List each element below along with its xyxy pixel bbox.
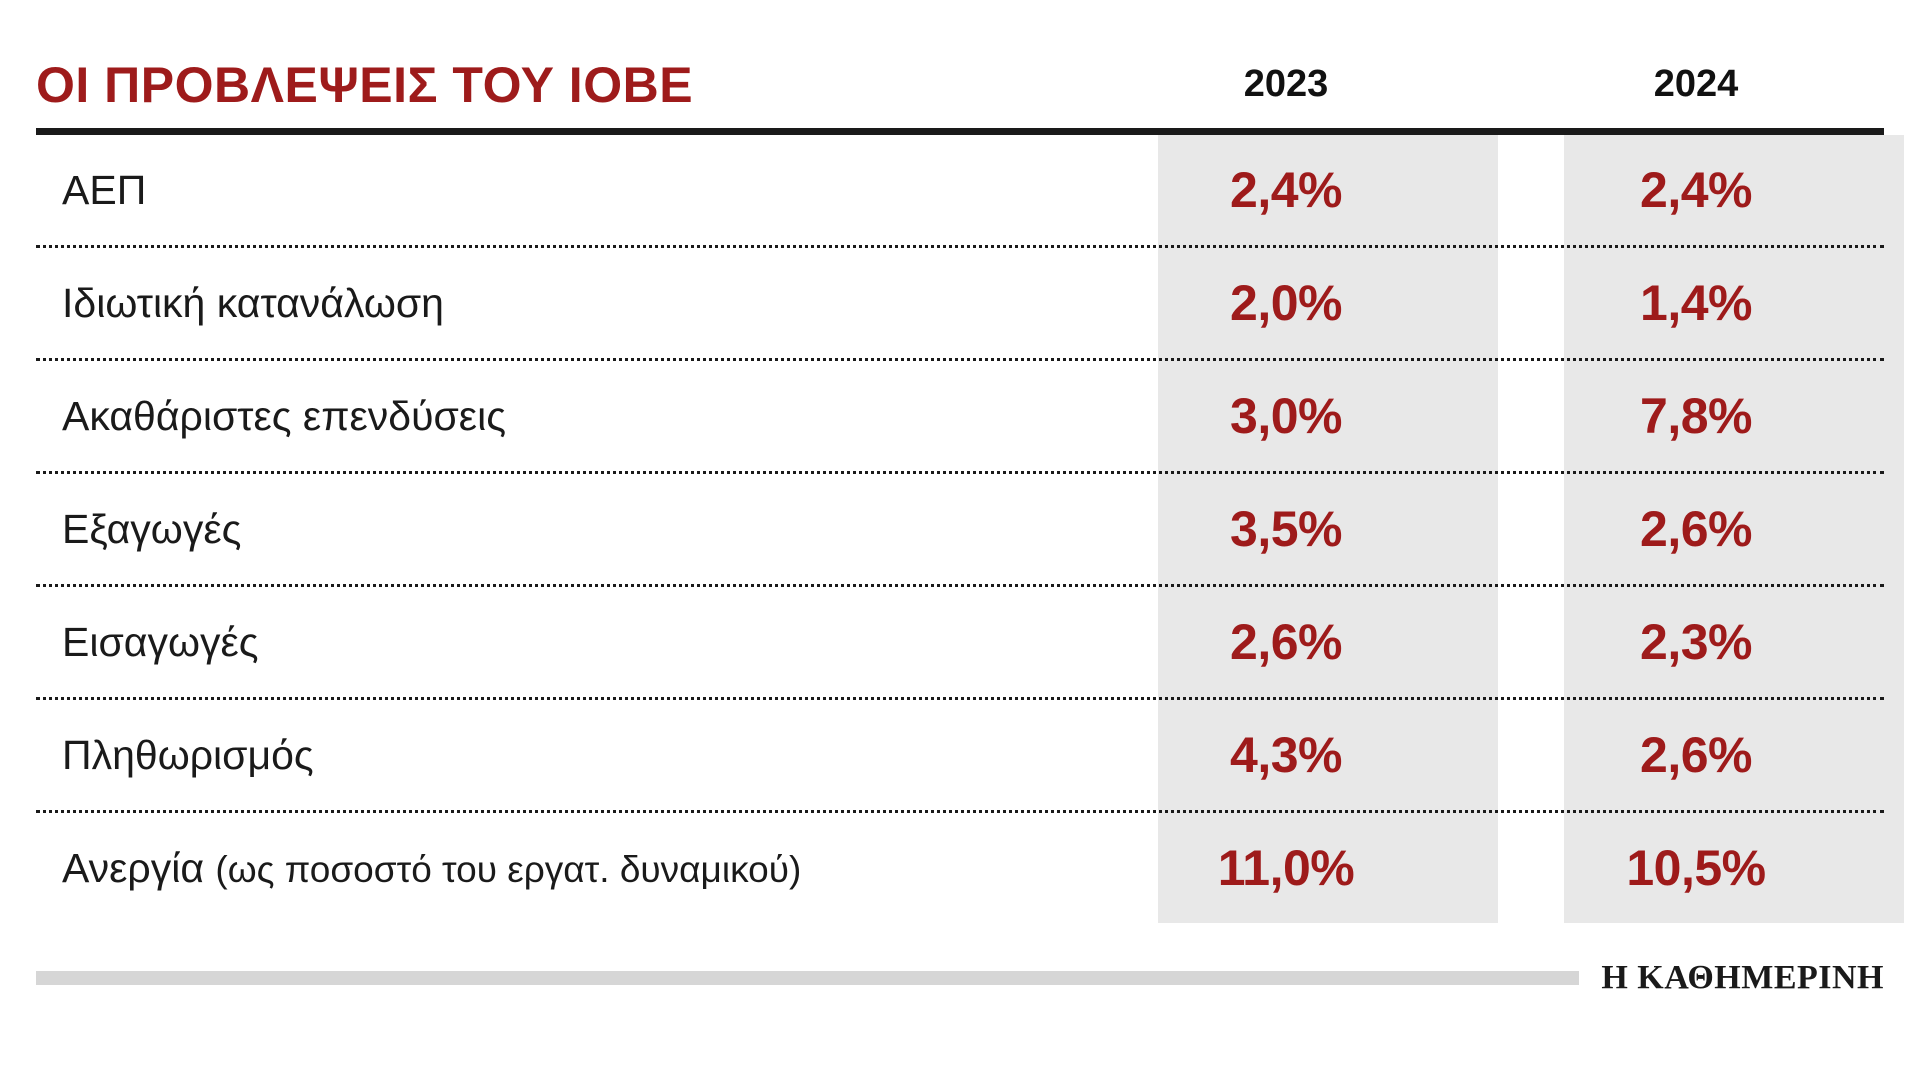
row-label-text: Ανεργία [62,844,216,891]
row-label [36,619,1076,666]
cell-2023: 2,0% [1230,275,1342,331]
row-label-text: Ιδιωτική κατανάλωση [62,279,444,326]
table-row [36,700,1884,813]
row-label [36,845,1076,892]
row-label-sub: (ως ποσοστό του εργατ. δυναμικού) [215,848,802,890]
cell-2024: 2,3% [1640,614,1752,670]
page-title: ΟΙ ΠΡΟΒΛΕΨΕΙΣ ΤΟΥ ΙΟΒΕ [36,57,694,113]
table-body [36,135,1884,923]
footer-rule [36,971,1579,985]
table-row [36,361,1884,474]
cell-2024: 2,6% [1640,727,1752,783]
cell-2023: 3,0% [1230,388,1342,444]
table-row [36,474,1884,587]
row-label [36,732,1076,779]
table-row [36,813,1884,923]
row-label-text: ΑΕΠ [62,166,147,213]
cell-2024: 2,4% [1640,162,1752,218]
header-divider [36,128,1884,135]
table-row [36,135,1884,248]
row-label-text: Ακαθάριστες επενδύσεις [62,392,506,439]
row-label [36,280,1076,327]
row-label-text: Πληθωρισμός [62,731,314,778]
row-label-text: Εισαγωγές [62,618,259,665]
row-label [36,167,1076,214]
publisher-logo: Η ΚΑΘΗΜΕΡΙΝΗ [1601,959,1884,996]
cell-2024: 1,4% [1640,275,1752,331]
footer [36,959,1884,997]
cell-2023: 4,3% [1230,727,1342,783]
table-header [36,20,1884,128]
column-header-2024: 2024 [1653,63,1739,105]
cell-2023: 2,6% [1230,614,1342,670]
cell-2024: 10,5% [1626,840,1766,896]
column-header-2023: 2023 [1243,63,1329,105]
cell-2023: 11,0% [1217,840,1355,896]
cell-2023: 3,5% [1230,501,1342,557]
cell-2024: 2,6% [1640,501,1752,557]
cell-2023: 2,4% [1230,162,1342,218]
table-row [36,248,1884,361]
row-label-text: Εξαγωγές [62,505,242,552]
cell-2024: 7,8% [1640,388,1752,444]
table-row [36,587,1884,700]
row-label [36,506,1076,553]
row-label [36,393,1076,440]
